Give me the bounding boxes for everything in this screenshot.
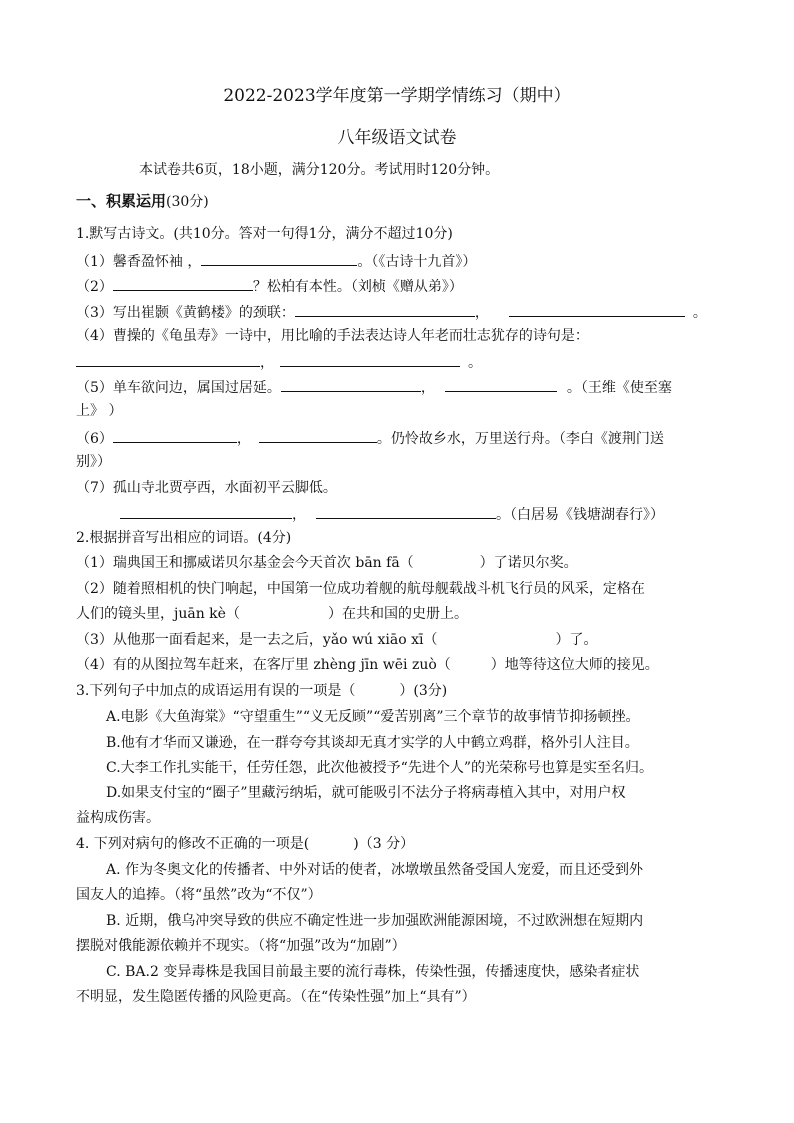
q2-3-text: （3）从他那一面看起来，是一去之后，yǎo wú xiāo xī（: [76, 632, 438, 648]
q4-stem-end: )（3 分）: [353, 836, 415, 852]
q1-item-7-answers: [120, 503, 664, 525]
q2-1-end: ）了诺贝尔奖。: [479, 555, 578, 571]
q3-option-c: C.大李工作扎实能干，任劳任怨，此次他被授予“先进个人”的光荣称号也算是实至名归。: [106, 760, 653, 776]
q3-option-d-cont: 益构成伤害。: [76, 810, 160, 826]
q4-option-b: B. 近期，俄乌冲突导致的供应不确定性进一步加强欧洲能源困境，不过欧洲想在短期内: [106, 913, 644, 929]
q1-item-5-cont: 上》 ）: [76, 403, 123, 419]
q2-item-1: [76, 553, 578, 573]
q1-2-num: （2）: [76, 279, 113, 295]
answer-blank[interactable]: [120, 503, 292, 519]
q3-option-a: A.电影《大鱼海棠》“守望重生”“义无反顾”“爱苦别离”三个章节的故事情节抑扬顿挫。: [106, 709, 640, 725]
answer-blank[interactable]: [280, 351, 460, 367]
q1-item-4-answers: [76, 351, 482, 373]
q1-6-text: 。仍怜故乡水，万里送行舟。（李白《渡荆门送: [376, 431, 664, 447]
q2-2-end: ）在共和国的史册上。: [327, 606, 468, 622]
q1-item-4: （4）曹操的《龟虽寿》一诗中，用比喻的手法表达诗人年老而壮志犹存的诗句是：: [76, 328, 589, 344]
q1-5-comma: ，: [420, 380, 435, 396]
q1-7-source: 。（白居易《钱塘湖春行》）: [496, 507, 664, 523]
q2-1-text: （1）瑞典国王和挪威诺贝尔基金会今天首次 bān fā（: [76, 555, 414, 571]
q1-7-comma: ，: [292, 507, 306, 523]
exam-note: 本试卷共6页，18小题，满分120分。考试用时120分钟。: [139, 162, 500, 178]
q2-4-end: ）地等待这位大师的接见。: [490, 657, 659, 673]
q3-option-b: B.他有才华而又谦逊，在一群夸夸其谈却无真才实学的人中鹤立鸡群，格外引人注目。: [106, 735, 639, 751]
q2-item-2: （2）随着照相机的快门响起，中国第一位成功着舰的航母舰载战斗机飞行员的风采，定格在: [76, 581, 645, 597]
section-heading: [76, 191, 209, 212]
q1-3-comma: ，: [474, 305, 489, 321]
q4-option-b-cont: 摆脱对俄能源依赖并不现实。（将“加强”改为“加剧”）: [76, 938, 406, 954]
q1-3-text: （3）写出崔颢《黄鹤楼》的颈联：: [76, 305, 295, 321]
q3-stem-text: 3.下列句子中加点的成语运用有误的一项是（: [76, 683, 356, 699]
q1-item-6-cont: 别》）: [76, 454, 111, 470]
q1-item-6: [76, 427, 664, 449]
q1-6-num: （6）: [76, 431, 113, 447]
q2-2-text: 人们的镜头里，juān kè（: [76, 606, 240, 622]
q1-4-end: 。: [468, 355, 482, 371]
answer-blank[interactable]: [76, 351, 260, 367]
q3-option-d: D.如果支付宝的“圈子”里藏污纳垢，就可能吸引不法分子将病毒植入其中，对用户权: [106, 785, 626, 801]
answer-blank[interactable]: [113, 427, 237, 443]
q1-item-3: [76, 301, 707, 323]
q1-5-source: 。（王维《使至塞: [566, 380, 672, 396]
q3-stem: [76, 681, 447, 701]
q4-option-c: C. BA.2 变异毒株是我国目前最主要的流行毒株，传染性强，传播速度快，感染者症状: [106, 964, 640, 980]
answer-blank[interactable]: [509, 301, 685, 317]
q1-stem: 1.默写古诗文。(共10分。答对一句得1分，满分不超过10分): [76, 226, 453, 242]
q1-6-comma: ，: [236, 431, 251, 447]
q1-2-text: ？松柏有本性。（刘桢《赠从弟》）: [252, 279, 463, 295]
q1-1-text: （1）馨香盈怀袖 ，: [76, 254, 202, 270]
exam-subtitle: 八年级语文试卷: [337, 128, 457, 148]
answer-blank[interactable]: [113, 275, 253, 291]
exam-title: 2022-2023学年度第一学期学情练习（期中）: [223, 86, 571, 106]
q1-item-2: [76, 275, 463, 297]
q1-3-end: 。: [692, 305, 707, 321]
q2-item-4: [76, 655, 659, 675]
q1-1-source: 。（《古诗十九首》）: [357, 254, 477, 270]
q2-stem: 2.根据拼音写出相应的词语。(4分): [76, 530, 292, 546]
q2-item-3: [76, 630, 597, 650]
answer-blank[interactable]: [295, 301, 475, 317]
q4-stem: [76, 834, 414, 854]
answer-blank[interactable]: [201, 250, 357, 266]
section-title: 一、积累运用: [76, 192, 167, 210]
answer-blank[interactable]: [316, 503, 496, 519]
q1-item-1: [76, 250, 476, 272]
q1-5-text: （5）单车欲问边，属国过居延。: [76, 380, 281, 396]
answer-blank[interactable]: [259, 427, 377, 443]
q1-4-comma: ，: [260, 355, 274, 371]
q2-4-text: （4）有的从图拉驾车赶来，在客厅里 zhèng jīn wēi zuò（: [76, 657, 451, 673]
answer-blank[interactable]: [281, 376, 421, 392]
q4-option-a-cont: 国友人的追捧。（将“虽然”改为“不仅”）: [76, 887, 322, 903]
q3-stem-end: ）(3分): [399, 683, 448, 699]
q1-item-5: [76, 376, 672, 398]
section-score: (30分): [166, 194, 209, 210]
q2-3-end: ）了。: [555, 632, 598, 648]
q2-item-2-cont: [76, 604, 468, 624]
q4-option-c-cont: 不明显，发生隐匿传播的风险更高。（在“传染性强”加上“具有”）: [76, 989, 476, 1005]
q4-stem-text: 4. 下列对病句的修改不正确的一项是(: [76, 836, 310, 852]
q1-item-7: （7）孤山寺北贾亭西，水面初平云脚低。: [76, 480, 337, 496]
answer-blank[interactable]: [445, 376, 557, 392]
q4-option-a: A. 作为冬奥文化的传播者、中外对话的使者，冰墩墩虽然备受国人宠爱，而且还受到外: [106, 862, 644, 878]
